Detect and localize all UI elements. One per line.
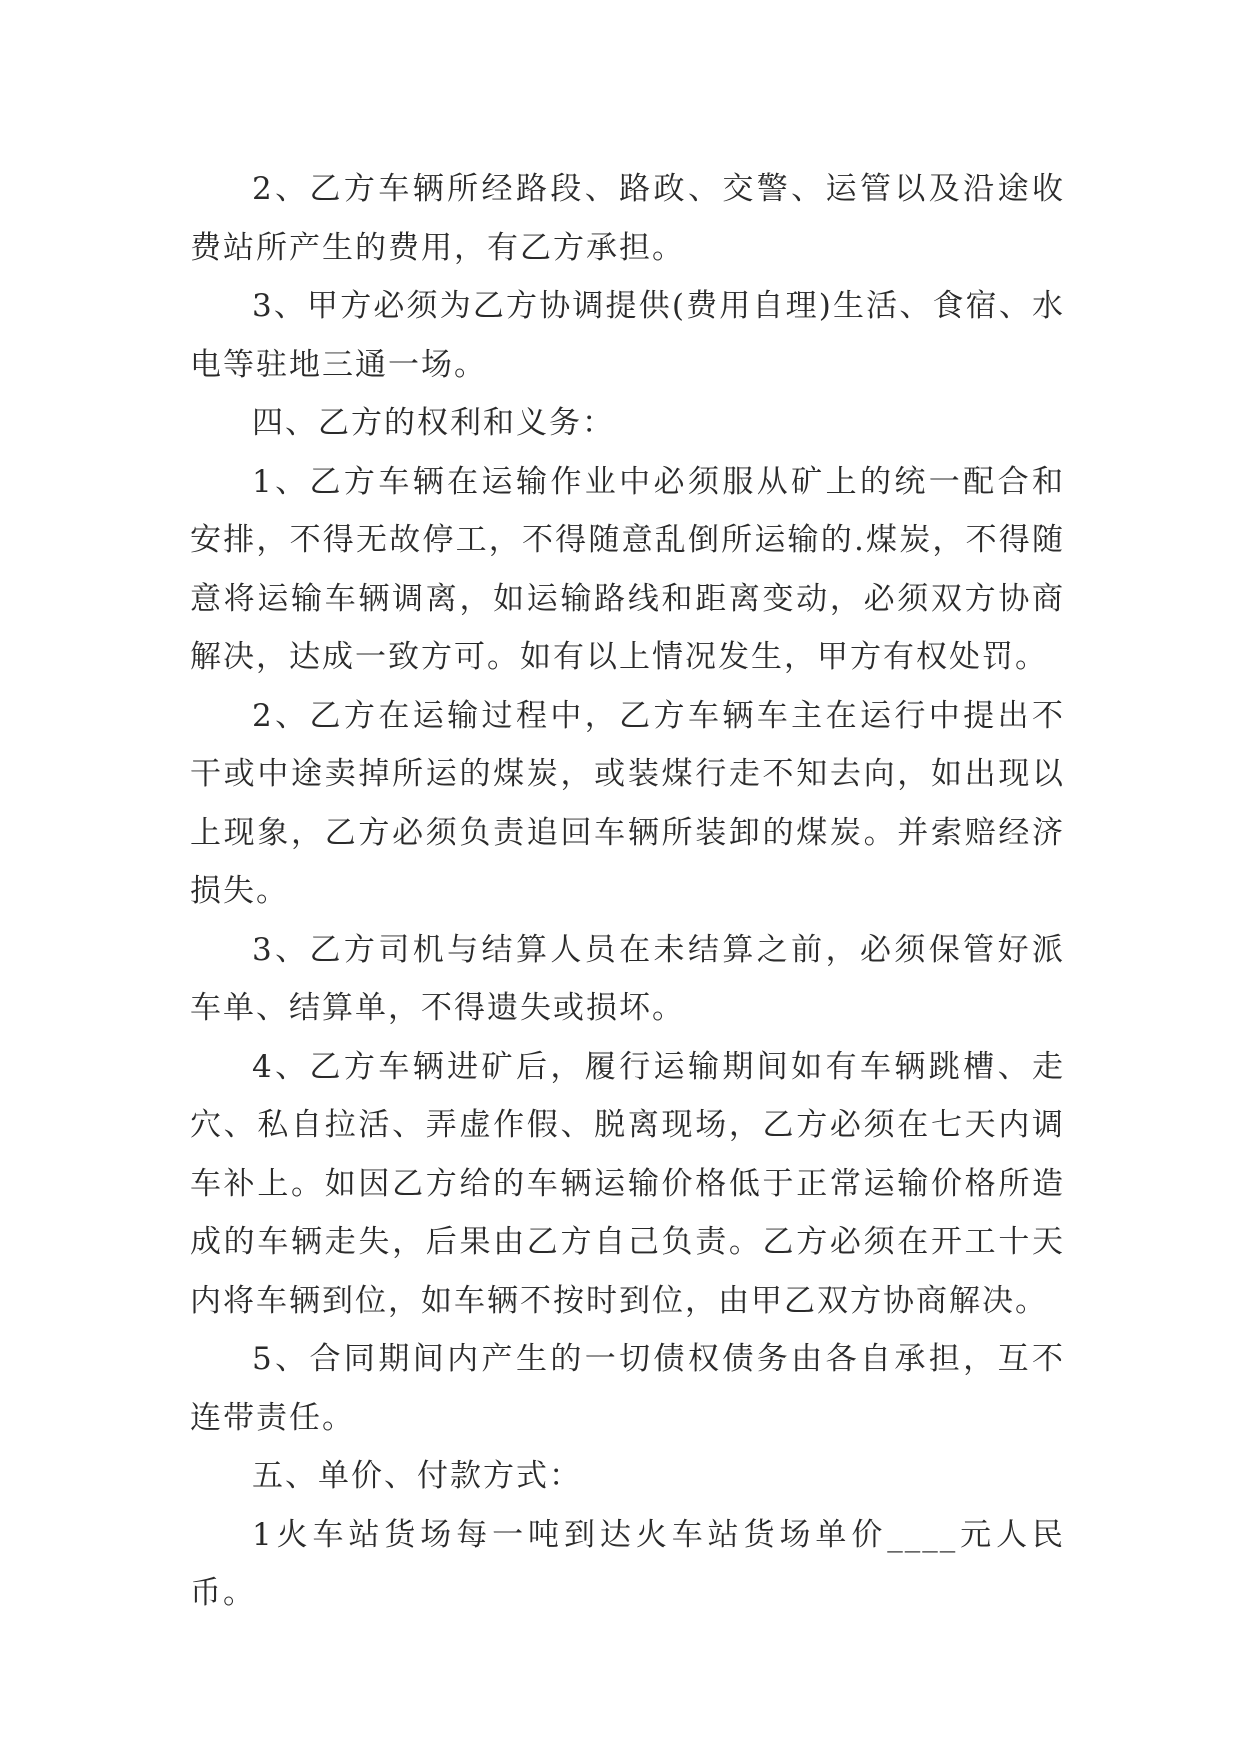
- paragraph-living-support: 3、甲方必须为乙方协调提供(费用自理)生活、食宿、水电等驻地三通一场。: [190, 288, 1065, 383]
- section-heading-rights-obligations: 四、乙方的权利和义务：: [252, 405, 615, 441]
- paragraph-keep-receipts: 3、乙方司机与结算人员在未结算之前，必须保管好派车单、结算单，不得遗失或损坏。: [190, 931, 1065, 1026]
- paragraph-obey-arrangement: 1、乙方车辆在运输作业中必须服从矿上的统一配合和安排，不得无故停工，不得随意乱倒所运输的.煤炭，不得随意将运输车辆调离，如运输路线和距离变动，必须双方协商解决，达成一致方可。如有以上情况发生，甲方有权处罚。: [190, 463, 1065, 675]
- paragraph-recover-coal: 2、乙方在运输过程中，乙方车辆车主在运行中提出不干或中途卖掉所运的煤炭，或装煤行走不知去向，如出现以上现象，乙方必须负责追回车辆所装卸的煤炭。并索赔经济损失。: [190, 697, 1065, 909]
- section-heading-price-payment: 五、单价、付款方式：: [252, 1458, 582, 1494]
- paragraph-vehicle-replacement: 4、乙方车辆进矿后，履行运输期间如有车辆跳槽、走穴、私自拉活、弄虚作假、脱离现场，乙方必须在七天内调车补上。如因乙方给的车辆运输价格低于正常运输价格所造成的车辆走失，后果由乙方自己负责。乙方必须在开工十天内将车辆到位，如车辆不按时到位，由甲乙双方协商解决。: [190, 1048, 1065, 1319]
- document-body: [190, 160, 1065, 1623]
- paragraph-debts: 5、合同期间内产生的一切债权债务由各自承担，互不连带责任。: [190, 1341, 1065, 1436]
- paragraph-fee-responsibility: 2、乙方车辆所经路段、路政、交警、运管以及沿途收费站所产生的费用，有乙方承担。: [190, 171, 1065, 266]
- paragraph-unit-price: 1火车站货场每一吨到达火车站货场单价____元人民币。: [190, 1516, 1065, 1611]
